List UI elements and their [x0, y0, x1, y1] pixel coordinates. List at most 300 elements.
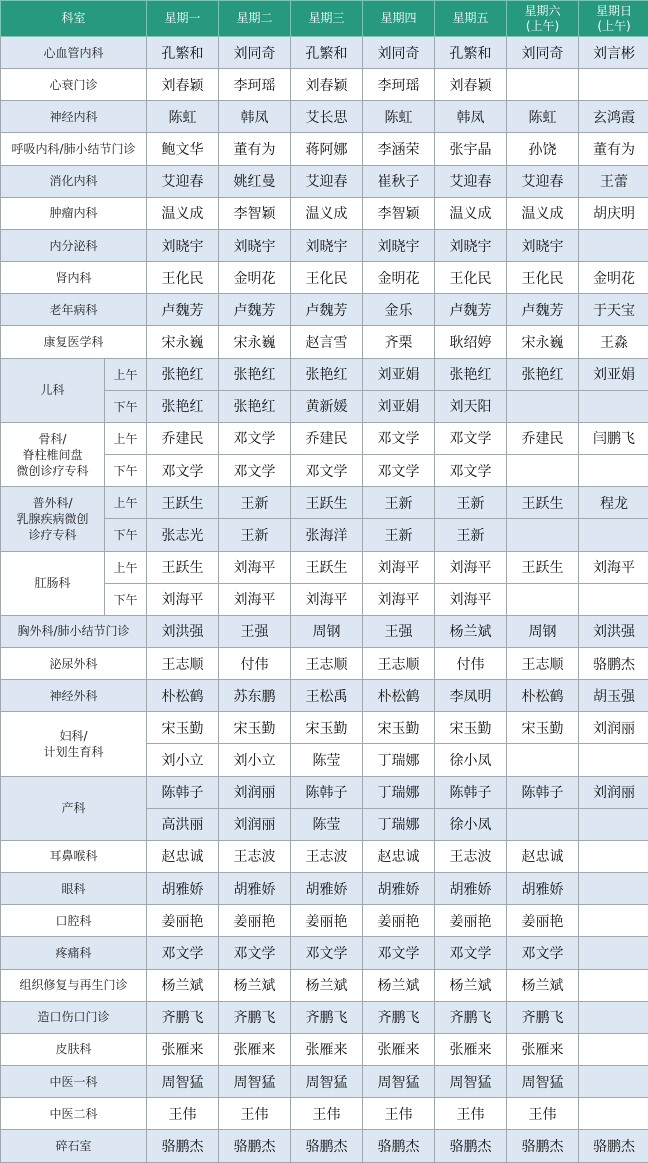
doctor-cell: 董有为 [579, 133, 648, 165]
doctor-cell: 张雁来 [507, 1033, 579, 1065]
doctor-cell: 温义成 [291, 197, 363, 229]
doctor-cell: 刘海平 [219, 551, 291, 583]
department-cell: 儿科 [1, 358, 105, 422]
doctor-cell: 胡雅娇 [507, 873, 579, 905]
doctor-cell: 王跃生 [147, 487, 219, 519]
doctor-cell: 崔秋子 [363, 165, 435, 197]
doctor-cell: 刘春颖 [435, 69, 507, 101]
doctor-cell: 程龙 [579, 487, 648, 519]
doctor-cell: 邓文学 [507, 937, 579, 969]
doctor-cell: 朴松鹤 [507, 680, 579, 712]
table-row [1, 229, 648, 261]
table-row [1, 1098, 648, 1130]
doctor-cell: 朴松鹤 [147, 680, 219, 712]
table-row [1, 712, 648, 744]
doctor-cell: 刘润丽 [219, 808, 291, 840]
doctor-cell: 丁瑞娜 [363, 744, 435, 776]
doctor-cell: 姜丽艳 [363, 905, 435, 937]
doctor-cell [579, 519, 648, 551]
department-cell: 骨科/ 脊柱椎间盘 微创诊疗专科 [1, 422, 105, 486]
doctor-cell: 耿绍婷 [435, 326, 507, 358]
doctor-cell: 刘晓宇 [507, 229, 579, 261]
doctor-cell: 胡雅娇 [219, 873, 291, 905]
table-row [1, 37, 648, 69]
department-cell: 耳鼻喉科 [1, 840, 147, 872]
table-row [1, 680, 648, 712]
department-cell: 组织修复与再生门诊 [1, 969, 147, 1001]
doctor-cell: 姜丽艳 [507, 905, 579, 937]
table-row [1, 873, 648, 905]
doctor-cell: 齐鹏飞 [291, 1001, 363, 1033]
doctor-cell: 姜丽艳 [435, 905, 507, 937]
doctor-cell: 刘亚娟 [363, 390, 435, 422]
doctor-cell: 张雁来 [435, 1033, 507, 1065]
doctor-cell: 乔建民 [507, 422, 579, 454]
department-cell: 中医一科 [1, 1066, 147, 1098]
doctor-cell: 周智猛 [507, 1066, 579, 1098]
department-cell: 皮肤科 [1, 1033, 147, 1065]
session-cell: 上午 [105, 551, 147, 583]
doctor-cell: 张雁来 [291, 1033, 363, 1065]
department-cell: 普外科/ 乳腺疾病微创 诊疗专科 [1, 487, 105, 551]
doctor-cell: 姜丽艳 [147, 905, 219, 937]
doctor-cell: 温义成 [147, 197, 219, 229]
doctor-cell: 王新 [363, 519, 435, 551]
doctor-cell: 张志光 [147, 519, 219, 551]
department-cell: 妇科/ 计划生育科 [1, 712, 147, 776]
doctor-cell: 韩凤 [219, 101, 291, 133]
doctor-cell: 胡庆明 [579, 197, 648, 229]
table-row [1, 647, 648, 679]
doctor-cell: 周智猛 [219, 1066, 291, 1098]
doctor-cell [507, 69, 579, 101]
doctor-cell: 李珂瑶 [219, 69, 291, 101]
doctor-cell: 齐鹏飞 [363, 1001, 435, 1033]
header-row [1, 1, 648, 37]
doctor-cell: 周智猛 [435, 1066, 507, 1098]
doctor-cell: 乔建民 [291, 422, 363, 454]
doctor-cell: 周智猛 [363, 1066, 435, 1098]
doctor-cell: 邓文学 [291, 937, 363, 969]
department-cell: 神经外科 [1, 680, 147, 712]
doctor-cell: 王志顺 [363, 647, 435, 679]
doctor-cell: 刘洪强 [147, 615, 219, 647]
doctor-cell: 周钢 [291, 615, 363, 647]
table-row [1, 165, 648, 197]
department-cell: 肿瘤内科 [1, 197, 147, 229]
table-row [1, 1001, 648, 1033]
doctor-cell: 刘海平 [363, 551, 435, 583]
doctor-cell: 杨兰斌 [363, 969, 435, 1001]
doctor-cell: 卢魏芳 [435, 294, 507, 326]
doctor-cell: 刘润丽 [579, 712, 648, 744]
doctor-cell: 付伟 [219, 647, 291, 679]
table-row [1, 937, 648, 969]
doctor-cell [507, 519, 579, 551]
doctor-cell: 王志波 [435, 840, 507, 872]
doctor-cell [507, 744, 579, 776]
session-cell: 下午 [105, 583, 147, 615]
doctor-cell: 刘同奇 [507, 37, 579, 69]
doctor-cell: 刘海平 [219, 583, 291, 615]
doctor-cell: 赵忠诚 [363, 840, 435, 872]
doctor-cell [579, 390, 648, 422]
doctor-cell: 骆鹏杰 [579, 1130, 648, 1163]
doctor-cell: 刘海平 [147, 583, 219, 615]
doctor-cell: 刘春颖 [147, 69, 219, 101]
doctor-cell: 刘春颖 [291, 69, 363, 101]
doctor-cell: 王新 [363, 487, 435, 519]
doctor-cell: 王淼 [579, 326, 648, 358]
doctor-cell: 骆鹏杰 [507, 1130, 579, 1163]
doctor-cell: 艾迎春 [435, 165, 507, 197]
doctor-cell: 齐鹏飞 [435, 1001, 507, 1033]
department-cell: 消化内科 [1, 165, 147, 197]
doctor-cell: 卢魏芳 [507, 294, 579, 326]
doctor-cell: 姜丽艳 [291, 905, 363, 937]
table-row [1, 358, 648, 390]
doctor-cell: 李涵荣 [363, 133, 435, 165]
department-cell: 泌尿外科 [1, 647, 147, 679]
doctor-cell: 刘海平 [435, 583, 507, 615]
doctor-cell: 陈韩子 [291, 776, 363, 808]
doctor-cell: 王伟 [435, 1098, 507, 1130]
doctor-cell: 邓文学 [363, 937, 435, 969]
department-cell: 碎石室 [1, 1130, 147, 1163]
doctor-cell: 刘晓宇 [219, 229, 291, 261]
doctor-cell: 温义成 [507, 197, 579, 229]
doctor-cell: 王志顺 [507, 647, 579, 679]
header-sunday: 星期日 (上午) [579, 1, 648, 37]
doctor-cell: 骆鹏杰 [291, 1130, 363, 1163]
doctor-cell: 刘亚娟 [579, 358, 648, 390]
doctor-cell: 张艳红 [219, 390, 291, 422]
doctor-cell [507, 808, 579, 840]
doctor-cell: 刘晓宇 [291, 229, 363, 261]
doctor-cell: 刘同奇 [219, 37, 291, 69]
table-row [1, 840, 648, 872]
doctor-cell [579, 873, 648, 905]
table-row [1, 905, 648, 937]
doctor-cell: 宋玉勤 [219, 712, 291, 744]
doctor-cell: 王跃生 [507, 487, 579, 519]
doctor-cell: 卢魏芳 [219, 294, 291, 326]
doctor-cell: 宋玉勤 [363, 712, 435, 744]
doctor-cell: 齐鹏飞 [219, 1001, 291, 1033]
doctor-cell: 姚红曼 [219, 165, 291, 197]
doctor-cell: 张艳红 [507, 358, 579, 390]
department-cell: 肛肠科 [1, 551, 105, 615]
doctor-cell: 张海洋 [291, 519, 363, 551]
session-cell: 上午 [105, 487, 147, 519]
doctor-cell: 王化民 [507, 262, 579, 294]
doctor-cell: 刘海平 [291, 583, 363, 615]
doctor-cell [579, 1066, 648, 1098]
doctor-cell: 周钢 [507, 615, 579, 647]
doctor-cell: 苏东鹏 [219, 680, 291, 712]
department-cell: 内分泌科 [1, 229, 147, 261]
doctor-cell: 陈虹 [363, 101, 435, 133]
doctor-cell: 邓文学 [291, 455, 363, 487]
table-row [1, 615, 648, 647]
doctor-cell: 王志波 [219, 840, 291, 872]
doctor-cell: 王伟 [507, 1098, 579, 1130]
department-cell: 疼痛科 [1, 937, 147, 969]
table-row [1, 262, 648, 294]
doctor-cell: 邓文学 [147, 455, 219, 487]
doctor-cell: 董有为 [219, 133, 291, 165]
department-cell: 造口伤口门诊 [1, 1001, 147, 1033]
table-row [1, 1033, 648, 1065]
department-cell: 产科 [1, 776, 147, 840]
table-row [1, 294, 648, 326]
doctor-cell: 高洪丽 [147, 808, 219, 840]
doctor-cell [579, 905, 648, 937]
doctor-cell: 玄鸿霞 [579, 101, 648, 133]
doctor-cell: 张艳红 [435, 358, 507, 390]
doctor-cell: 宋玉勤 [435, 712, 507, 744]
doctor-cell [579, 229, 648, 261]
doctor-cell: 李智颖 [363, 197, 435, 229]
doctor-cell: 宋玉勤 [147, 712, 219, 744]
doctor-cell: 王新 [219, 519, 291, 551]
doctor-cell: 张雁来 [219, 1033, 291, 1065]
doctor-cell: 邓文学 [435, 937, 507, 969]
doctor-cell: 王跃生 [291, 551, 363, 583]
doctor-cell: 邓文学 [363, 455, 435, 487]
doctor-cell: 陈莹 [291, 808, 363, 840]
doctor-cell: 陈虹 [147, 101, 219, 133]
header-monday: 星期一 [147, 1, 219, 37]
doctor-cell: 金乐 [363, 294, 435, 326]
table-row [1, 133, 648, 165]
doctor-cell: 胡雅娇 [435, 873, 507, 905]
doctor-cell: 韩凤 [435, 101, 507, 133]
doctor-cell: 王化民 [147, 262, 219, 294]
doctor-cell: 孙饶 [507, 133, 579, 165]
doctor-cell: 刘晓宇 [147, 229, 219, 261]
table-row [1, 1130, 648, 1163]
doctor-cell: 李凤明 [435, 680, 507, 712]
doctor-cell: 骆鹏杰 [363, 1130, 435, 1163]
header-tuesday: 星期二 [219, 1, 291, 37]
doctor-cell: 付伟 [435, 647, 507, 679]
department-cell: 心血管内科 [1, 37, 147, 69]
table-row [1, 551, 648, 583]
department-cell: 老年病科 [1, 294, 147, 326]
session-cell: 下午 [105, 390, 147, 422]
doctor-cell: 邓文学 [219, 937, 291, 969]
doctor-cell [579, 969, 648, 1001]
doctor-cell: 胡雅娇 [147, 873, 219, 905]
doctor-cell: 刘润丽 [219, 776, 291, 808]
department-cell: 心衰门诊 [1, 69, 147, 101]
header-wednesday: 星期三 [291, 1, 363, 37]
doctor-cell: 周智猛 [147, 1066, 219, 1098]
doctor-cell: 王志波 [291, 840, 363, 872]
department-cell: 口腔科 [1, 905, 147, 937]
doctor-cell: 刘小立 [147, 744, 219, 776]
doctor-cell: 邓文学 [147, 937, 219, 969]
department-cell: 神经内科 [1, 101, 147, 133]
doctor-cell: 王志顺 [147, 647, 219, 679]
doctor-cell: 徐小凤 [435, 744, 507, 776]
table-row [1, 197, 648, 229]
department-cell: 肾内科 [1, 262, 147, 294]
department-cell: 呼吸内科/肺小结节门诊 [1, 133, 147, 165]
doctor-cell: 张宇晶 [435, 133, 507, 165]
doctor-cell: 艾迎春 [147, 165, 219, 197]
doctor-cell: 金明花 [219, 262, 291, 294]
doctor-cell: 温义成 [435, 197, 507, 229]
doctor-cell: 王强 [219, 615, 291, 647]
doctor-cell: 王蕾 [579, 165, 648, 197]
doctor-cell: 邓文学 [435, 422, 507, 454]
doctor-cell: 卢魏芳 [291, 294, 363, 326]
table-row [1, 1066, 648, 1098]
doctor-cell: 艾长思 [291, 101, 363, 133]
table-row [1, 69, 648, 101]
doctor-cell: 王跃生 [147, 551, 219, 583]
doctor-cell: 杨兰斌 [435, 615, 507, 647]
doctor-cell: 鲍文华 [147, 133, 219, 165]
doctor-cell: 王松禹 [291, 680, 363, 712]
doctor-cell: 杨兰斌 [219, 969, 291, 1001]
doctor-cell: 宋永巍 [147, 326, 219, 358]
doctor-cell: 齐栗 [363, 326, 435, 358]
doctor-cell [507, 455, 579, 487]
doctor-cell: 李智颖 [219, 197, 291, 229]
doctor-cell: 杨兰斌 [435, 969, 507, 1001]
doctor-cell: 卢魏芳 [147, 294, 219, 326]
doctor-cell: 骆鹏杰 [219, 1130, 291, 1163]
doctor-cell [579, 744, 648, 776]
doctor-cell: 刘润丽 [579, 776, 648, 808]
doctor-cell: 陈韩子 [507, 776, 579, 808]
doctor-cell: 艾迎春 [291, 165, 363, 197]
doctor-cell [579, 808, 648, 840]
doctor-cell: 骆鹏杰 [147, 1130, 219, 1163]
doctor-cell: 丁瑞娜 [363, 776, 435, 808]
doctor-cell: 张艳红 [291, 358, 363, 390]
table-row [1, 326, 648, 358]
doctor-cell: 闫鹏飞 [579, 422, 648, 454]
doctor-cell: 陈韩子 [147, 776, 219, 808]
doctor-cell: 宋永巍 [219, 326, 291, 358]
doctor-cell: 杨兰斌 [291, 969, 363, 1001]
doctor-cell [579, 1098, 648, 1130]
doctor-cell: 张雁来 [363, 1033, 435, 1065]
doctor-cell: 胡雅娇 [291, 873, 363, 905]
doctor-cell: 刘洪强 [579, 615, 648, 647]
doctor-cell: 朴松鹤 [363, 680, 435, 712]
doctor-cell [579, 1033, 648, 1065]
schedule-body [1, 37, 648, 1163]
department-cell: 康复医学科 [1, 326, 147, 358]
doctor-cell [579, 1001, 648, 1033]
doctor-cell: 徐小凤 [435, 808, 507, 840]
doctor-cell: 陈莹 [291, 744, 363, 776]
department-cell: 胸外科/肺小结节门诊 [1, 615, 147, 647]
session-cell: 下午 [105, 455, 147, 487]
doctor-cell: 王新 [435, 519, 507, 551]
doctor-cell: 于天宝 [579, 294, 648, 326]
table-row [1, 969, 648, 1001]
doctor-cell: 乔建民 [147, 422, 219, 454]
doctor-cell: 艾迎春 [507, 165, 579, 197]
session-cell: 上午 [105, 422, 147, 454]
doctor-cell: 刘言彬 [579, 37, 648, 69]
table-row [1, 101, 648, 133]
session-cell: 上午 [105, 358, 147, 390]
doctor-cell: 孔繁和 [435, 37, 507, 69]
doctor-cell: 刘小立 [219, 744, 291, 776]
doctor-cell: 杨兰斌 [147, 969, 219, 1001]
doctor-cell: 王伟 [291, 1098, 363, 1130]
doctor-cell: 宋玉勤 [507, 712, 579, 744]
doctor-cell: 王化民 [291, 262, 363, 294]
doctor-cell: 刘海平 [363, 583, 435, 615]
doctor-cell: 王强 [363, 615, 435, 647]
doctor-cell: 王新 [219, 487, 291, 519]
header-saturday: 星期六 (上午) [507, 1, 579, 37]
doctor-cell: 齐鹏飞 [507, 1001, 579, 1033]
doctor-cell: 邓文学 [435, 455, 507, 487]
doctor-cell: 宋永巍 [507, 326, 579, 358]
doctor-cell [579, 455, 648, 487]
doctor-cell: 王伟 [363, 1098, 435, 1130]
doctor-cell: 杨兰斌 [507, 969, 579, 1001]
doctor-cell: 张艳红 [147, 358, 219, 390]
doctor-cell: 宋玉勤 [291, 712, 363, 744]
doctor-cell: 王跃生 [507, 551, 579, 583]
doctor-cell: 邓文学 [219, 455, 291, 487]
doctor-cell: 刘天阳 [435, 390, 507, 422]
doctor-cell: 李珂瑶 [363, 69, 435, 101]
doctor-cell: 刘亚娟 [363, 358, 435, 390]
doctor-cell: 王伟 [219, 1098, 291, 1130]
doctor-cell: 丁瑞娜 [363, 808, 435, 840]
doctor-cell: 王志顺 [291, 647, 363, 679]
doctor-cell: 赵忠诚 [507, 840, 579, 872]
department-cell: 眼科 [1, 873, 147, 905]
doctor-cell: 陈韩子 [435, 776, 507, 808]
doctor-cell: 骆鹏杰 [579, 647, 648, 679]
doctor-cell: 刘同奇 [363, 37, 435, 69]
doctor-cell: 王跃生 [291, 487, 363, 519]
doctor-cell [579, 840, 648, 872]
doctor-cell: 周智猛 [291, 1066, 363, 1098]
table-row [1, 487, 648, 519]
header-thursday: 星期四 [363, 1, 435, 37]
doctor-cell: 姜丽艳 [219, 905, 291, 937]
header-department: 科室 [1, 1, 147, 37]
doctor-cell: 金明花 [363, 262, 435, 294]
doctor-cell [507, 390, 579, 422]
doctor-cell: 邓文学 [219, 422, 291, 454]
doctor-cell: 蒋阿娜 [291, 133, 363, 165]
doctor-cell: 赵言雪 [291, 326, 363, 358]
doctor-cell: 张艳红 [147, 390, 219, 422]
doctor-cell [579, 583, 648, 615]
doctor-cell: 刘海平 [435, 551, 507, 583]
doctor-cell: 齐鹏飞 [147, 1001, 219, 1033]
doctor-cell: 金明花 [579, 262, 648, 294]
doctor-cell [579, 69, 648, 101]
doctor-cell [507, 583, 579, 615]
doctor-cell: 孔繁和 [147, 37, 219, 69]
doctor-cell: 张雁来 [147, 1033, 219, 1065]
